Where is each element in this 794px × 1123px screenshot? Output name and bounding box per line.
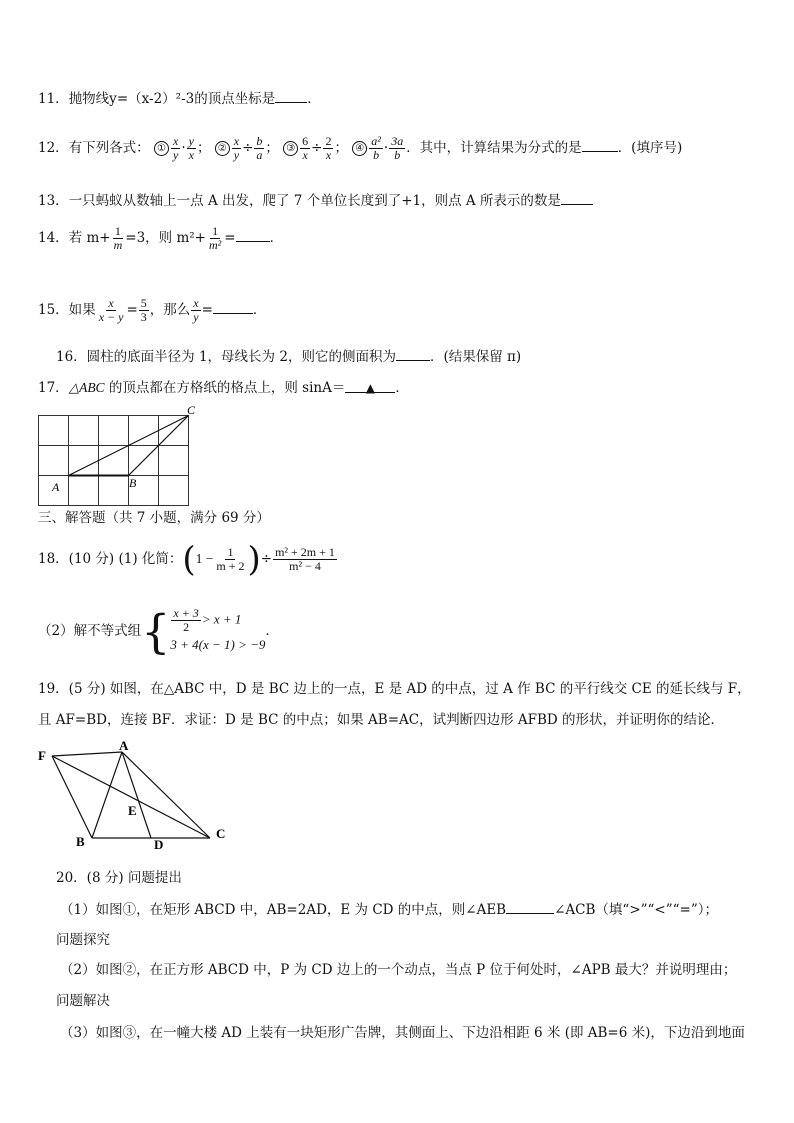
q12-intro: 有下列各式： xyxy=(68,140,150,156)
answer-blank[interactable] xyxy=(275,88,307,103)
q13-text: 一只蚂蚁从数轴上一点 A 出发，爬了 7 个单位长度到了+1，则点 A 所表示的数是 xyxy=(68,193,561,209)
label-c: C xyxy=(187,403,196,417)
fraction: $\frac{3a}{b}$ xyxy=(391,134,404,162)
q15-mid: ，那么 xyxy=(149,302,191,318)
fraction: $\frac{x}{y}$ xyxy=(233,134,240,162)
fraction: $\frac{1}{m + 2}$ xyxy=(216,545,245,573)
answer-blank[interactable] xyxy=(236,227,270,242)
question-18-part2 xyxy=(38,598,279,664)
fraction: $\frac{6}{x}$ xyxy=(302,134,309,162)
inequality-2: 3 + 4(x − 1) > −9 xyxy=(170,637,266,652)
answer-blank[interactable] xyxy=(213,299,253,314)
question-20-part2: （2）如图②，在正方形 ABCD 中，P 为 CD 边上的一个动点，当点 P 位于何处时，∠APB 最大？并说明理由； xyxy=(60,962,737,978)
q14-end: ． xyxy=(269,230,284,246)
left-paren: ( xyxy=(182,539,196,580)
fraction: $\frac{2}{x}$ xyxy=(325,134,332,162)
fraction: $\frac{x}{y}$ xyxy=(172,134,179,162)
answer-blank[interactable] xyxy=(561,190,593,205)
question-20-part1 xyxy=(60,899,718,920)
separator: ； xyxy=(265,140,279,156)
separator: ； xyxy=(334,140,348,156)
q17-text: 的顶点都在方格纸的格点上，则 sinA＝ xyxy=(104,380,346,396)
q16-text: 16．圆柱的底面半径为 1，母线长为 2，则它的侧面积为 xyxy=(56,349,396,365)
label-a: A xyxy=(119,738,129,753)
q17-pre: 17． xyxy=(38,380,69,396)
inequality-1: $\frac{x + 3}{2}$ > x + 1 xyxy=(173,606,242,634)
q12-num: 12． xyxy=(38,140,69,156)
answer-blank[interactable] xyxy=(506,899,554,914)
q16-end: ．(结果保留 π) xyxy=(429,349,522,365)
label-4: ④ xyxy=(352,141,367,156)
q11-end: ． xyxy=(307,91,321,107)
fraction: $\frac{x}{y}$ xyxy=(193,296,199,324)
q12-tail: ．其中，计算结果为分式的是 xyxy=(406,140,582,156)
q18-part2: （2）解不等式组 xyxy=(38,623,142,639)
label-1: ① xyxy=(154,141,169,156)
q17-end: ． xyxy=(395,380,409,396)
question-18-part1 xyxy=(38,537,338,581)
label-3: ③ xyxy=(283,141,298,156)
question-15 xyxy=(38,290,266,330)
question-17 xyxy=(38,378,409,398)
fraction: $\frac{x + 3}{2}$ xyxy=(173,606,199,634)
q12-end: ．(填序号) xyxy=(617,140,683,156)
operator: · xyxy=(181,140,186,156)
fraction: $\frac{\text{a²}}{b}$ xyxy=(371,134,381,162)
question-19-line2: 且 AF=BD，连接 BF．求证：D 是 BC 的中点；如果 AB=AC，试判断四边形 AFBD 的形状，并证明你的结论． xyxy=(38,712,725,728)
fraction: $\frac{b}{a}$ xyxy=(256,134,263,162)
question-19-line1: 19．(5 分) 如图，在△ABC 中，D 是 BC 边上的一点，E 是 AD 的中点，过 A 作 BC 的平行线交 CE 的延长线与 F， xyxy=(38,681,751,697)
heading-explore: 问题探究 xyxy=(56,932,110,948)
answer-blank[interactable] xyxy=(582,137,618,152)
q15-eq: = xyxy=(126,302,138,318)
label-f: F xyxy=(38,748,46,763)
brace: { xyxy=(141,604,171,659)
q14-eq: = xyxy=(224,230,236,246)
fraction: $\frac{1}{\text{m²}}$ xyxy=(208,224,222,252)
figure-19-lines xyxy=(52,752,210,838)
triangle-mark: ▲ xyxy=(365,381,375,395)
fraction: $\frac{y}{x}$ xyxy=(188,134,194,162)
operator: ÷ xyxy=(311,140,323,156)
question-12 xyxy=(38,130,682,166)
q15-eq2: = xyxy=(201,302,213,318)
separator: ； xyxy=(196,140,211,156)
q14-mid: =3，则 m²+ xyxy=(125,230,206,246)
fraction: $\frac{\text{m² + 2m + 1}}{\text{m² − 4}}$ xyxy=(275,545,335,573)
q11-num: 11． xyxy=(38,91,69,107)
q17-triangle: △ABC xyxy=(68,380,105,395)
q18-num: 18．(10 分) (1) 化简： xyxy=(38,551,183,567)
q14-pre: 14．若 m+ xyxy=(38,230,111,246)
question-20-part3: （3）如图③，在一幢大楼 AD 上装有一块矩形广告牌，其侧面上、下边沿相距 6 米 (即 AB=6 米)，下边沿到地面 xyxy=(60,1025,745,1041)
question-13 xyxy=(38,190,593,211)
q18-one: 1 − xyxy=(195,551,214,566)
inequality-system xyxy=(170,607,265,656)
q13-num: 13． xyxy=(38,193,69,209)
operator: · xyxy=(383,140,389,156)
question-16 xyxy=(56,346,521,367)
grid-lines xyxy=(39,416,189,506)
q20-p1b: ∠ACB（填“>”“<”“=”）； xyxy=(554,902,719,918)
answer-blank[interactable] xyxy=(345,378,395,393)
question-11 xyxy=(38,88,321,109)
fraction: $\frac{1}{m}$ xyxy=(113,224,123,252)
answer-blank[interactable] xyxy=(396,346,430,361)
fraction: $\frac{x}{x - y}$ xyxy=(98,296,124,324)
label-c: C xyxy=(216,826,226,841)
question-20-title: 20．(8 分) 问题提出 xyxy=(56,870,182,886)
q15-end: ． xyxy=(252,302,267,318)
label-2: ② xyxy=(215,141,230,156)
q20-p1a: （1）如图①，在矩形 ABCD 中，AB=2AD，E 为 CD 的中点，则∠AEB xyxy=(60,902,507,918)
q15-pre: 15．如果 xyxy=(38,302,96,318)
label-e: E xyxy=(128,803,137,818)
label-a: A xyxy=(52,480,60,494)
q11-text: 抛物线y=（x-2）²-3的顶点坐标是 xyxy=(68,91,276,107)
q18-end: ． xyxy=(265,623,279,639)
fraction: $\frac{5}{3}$ xyxy=(140,296,147,324)
label-d: D xyxy=(154,837,164,850)
label-b: B xyxy=(129,476,137,490)
figure-19 xyxy=(36,738,236,850)
section-heading: 三、解答题（共 7 小题，满分 69 分） xyxy=(38,510,270,526)
operator: ÷ xyxy=(242,140,254,156)
grid-figure xyxy=(36,403,206,509)
heading-solve: 问题解决 xyxy=(56,993,110,1009)
right-paren: ) xyxy=(247,539,261,580)
q18-div: ÷ xyxy=(260,551,273,567)
question-14 xyxy=(38,218,283,258)
label-b: B xyxy=(76,834,85,849)
